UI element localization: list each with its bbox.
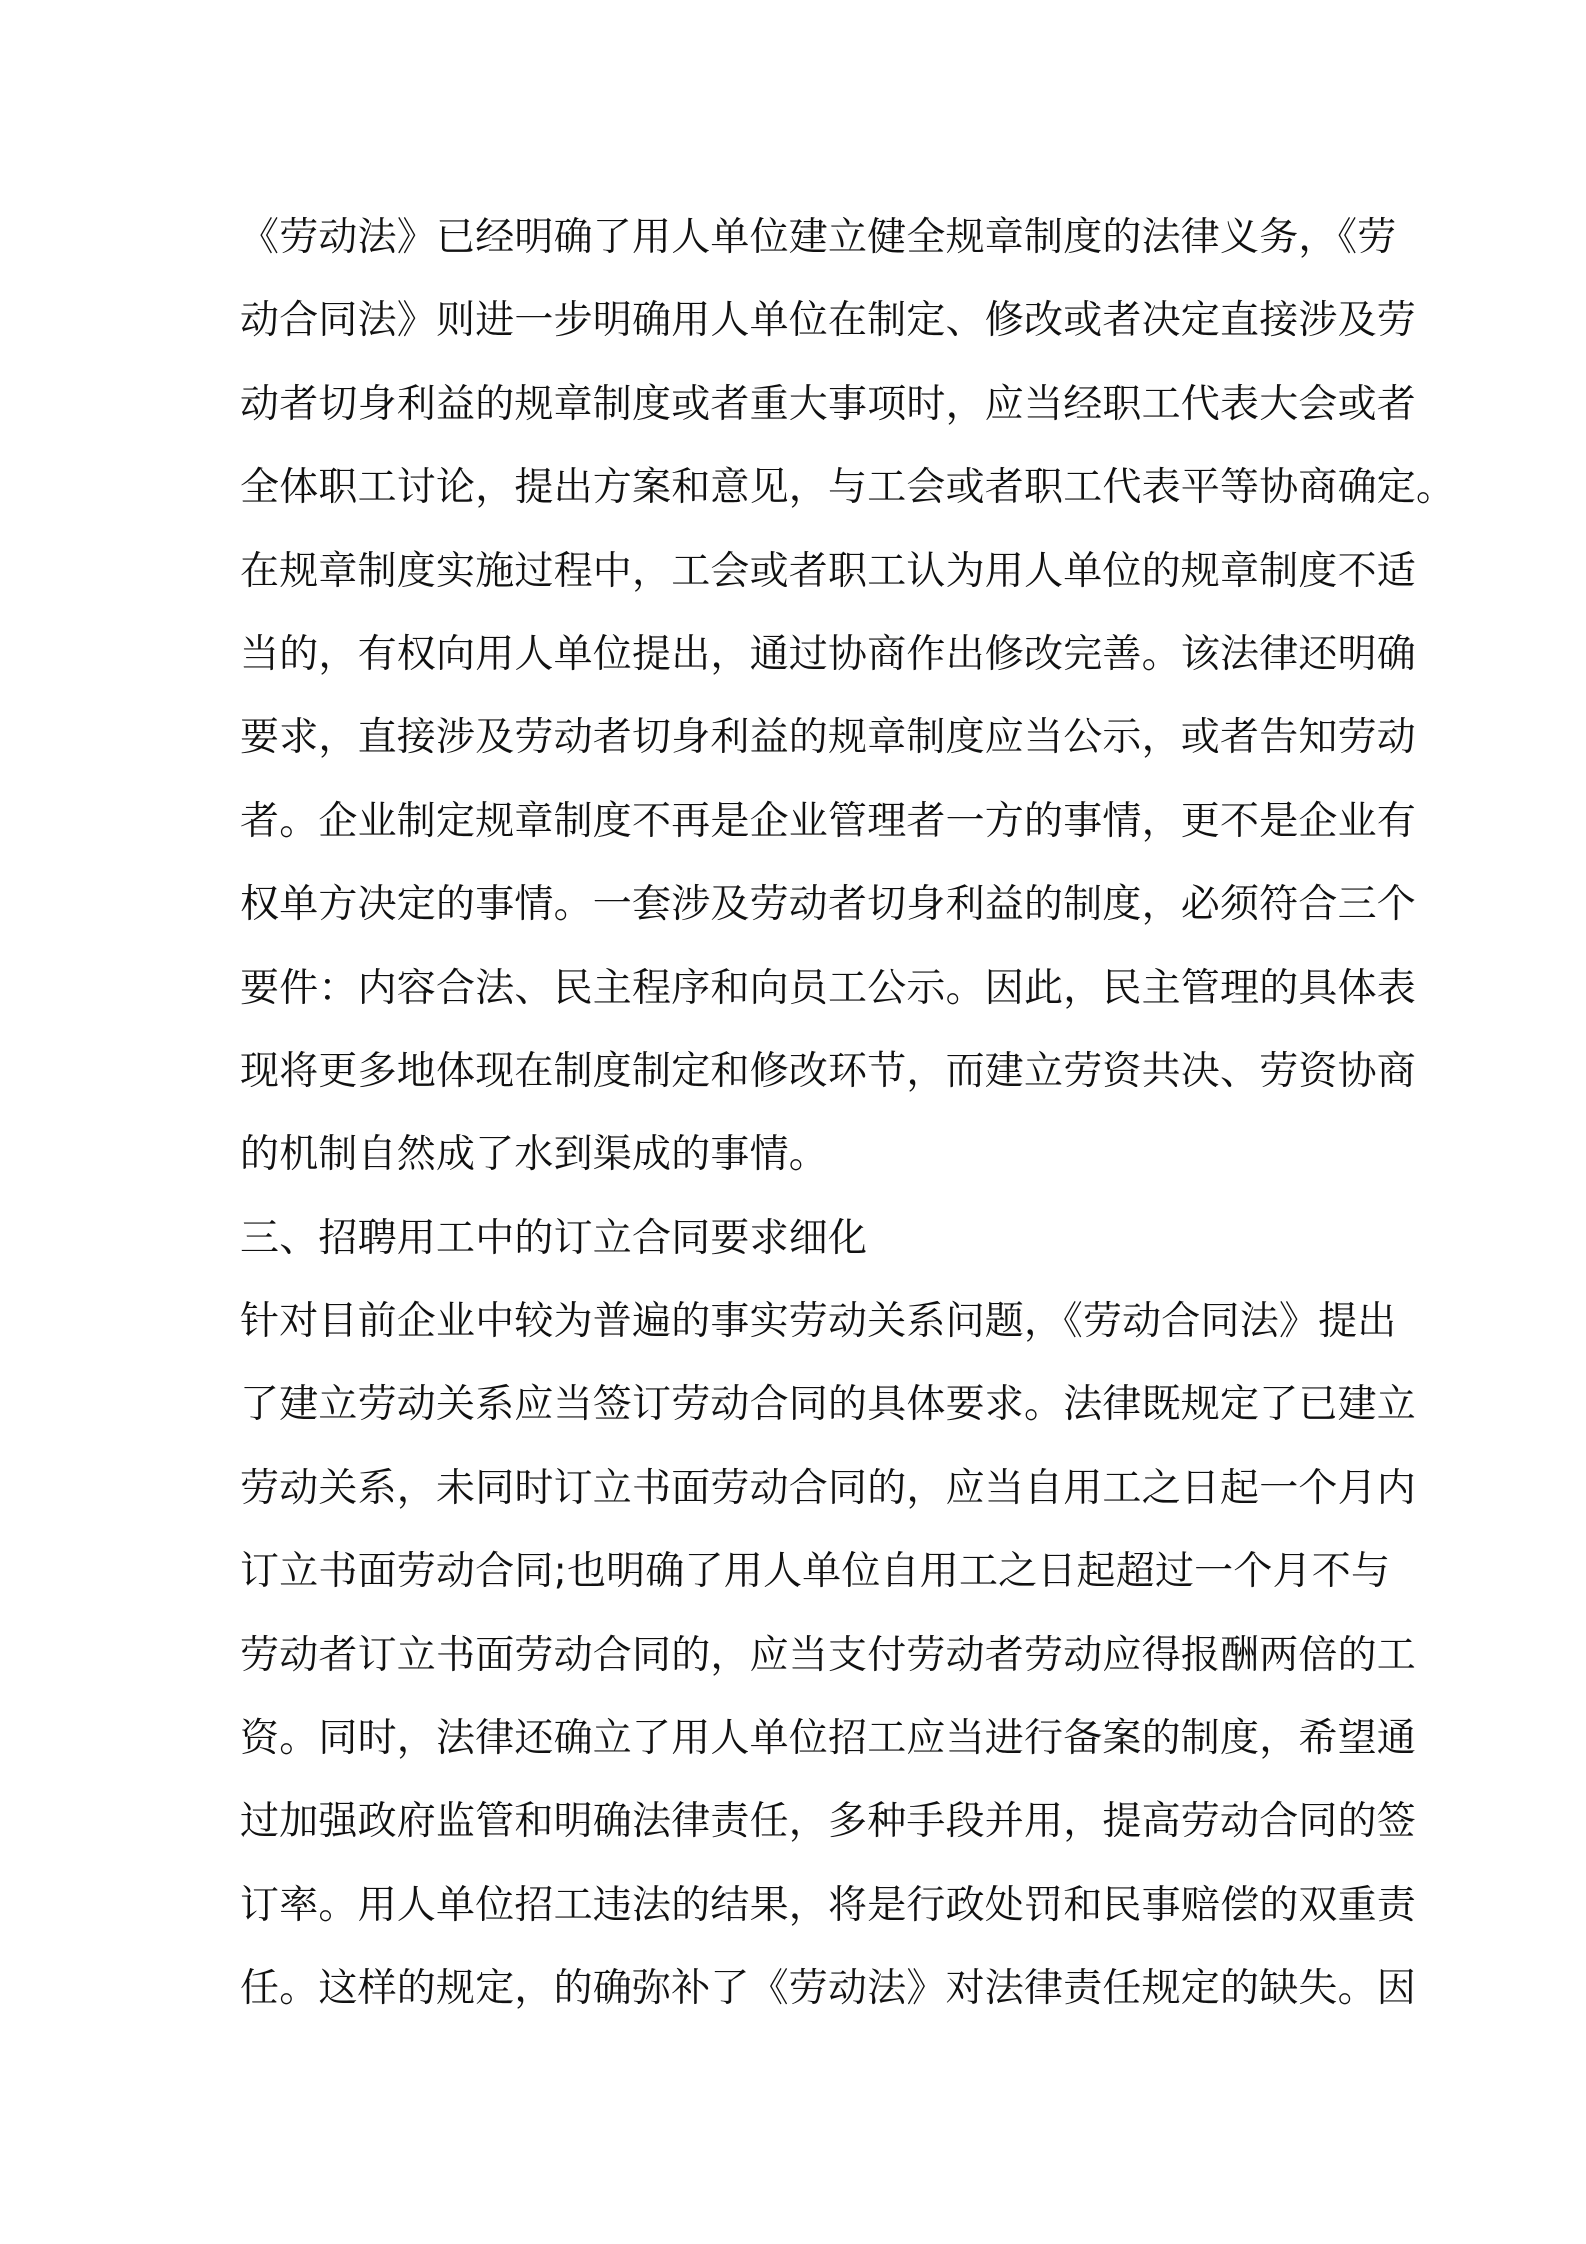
- text-line: 要件：内容合法、民主程序和向员工公示。因此，民主管理的具体表: [240, 965, 1417, 1011]
- text-line: 劳动关系，未同时订立书面劳动合同的，应当自用工之日起一个月内: [240, 1465, 1417, 1511]
- text-line: 订率。用人单位招工违法的结果，将是行政处罚和民事赔偿的双重责: [240, 1882, 1417, 1928]
- section-heading: 三、招聘用工中的订立合同要求细化: [240, 1215, 868, 1261]
- body-text: [240, 196, 1456, 2031]
- text-line: 动者切身利益的规章制度或者重大事项时，应当经职工代表大会或者: [240, 381, 1417, 427]
- text-line: 了建立劳动关系应当签订劳动合同的具体要求。法律既规定了已建立: [240, 1382, 1417, 1428]
- text-line: 劳动者订立书面劳动合同的，应当支付劳动者劳动应得报酬两倍的工: [240, 1632, 1417, 1678]
- text-line: 《劳动法》已经明确了用人单位建立健全规章制度的法律义务，《劳: [240, 215, 1397, 260]
- text-line: 动合同法》则进一步明确用人单位在制定、修改或者决定直接涉及劳: [240, 298, 1417, 344]
- text-line: 的机制自然成了水到渠成的事情。: [240, 1132, 829, 1178]
- text-line: 资。同时，法律还确立了用人单位招工应当进行备案的制度，希望通: [240, 1716, 1417, 1762]
- text-line: 在规章制度实施过程中，工会或者职工认为用人单位的规章制度不适: [240, 548, 1417, 594]
- text-line: 全体职工讨论，提出方案和意见，与工会或者职工代表平等协商确定。: [240, 465, 1456, 511]
- text-line: 针对目前企业中较为普遍的事实劳动关系问题，《劳动合同法》提出: [240, 1299, 1397, 1345]
- text-line: 现将更多地体现在制度制定和修改环节，而建立劳资共决、劳资协商: [240, 1048, 1417, 1094]
- text-line: 要求，直接涉及劳动者切身利益的规章制度应当公示，或者告知劳动: [240, 715, 1417, 761]
- text-line: 当的，有权向用人单位提出，通过协商作出修改完善。该法律还明确: [240, 631, 1417, 677]
- text-line: 任。这样的规定，的确弥补了《劳动法》对法律责任规定的缺失。因: [240, 1966, 1417, 2012]
- text-line: 权单方决定的事情。一套涉及劳动者切身利益的制度，必须符合三个: [240, 882, 1417, 928]
- text-line: 过加强政府监管和明确法律责任，多种手段并用，提高劳动合同的签: [240, 1799, 1417, 1845]
- text-line: 者。企业制定规章制度不再是企业管理者一方的事情，更不是企业有: [240, 798, 1417, 844]
- text-line: 订立书面劳动合同;也明确了用人单位自用工之日起超过一个月不与: [240, 1549, 1391, 1595]
